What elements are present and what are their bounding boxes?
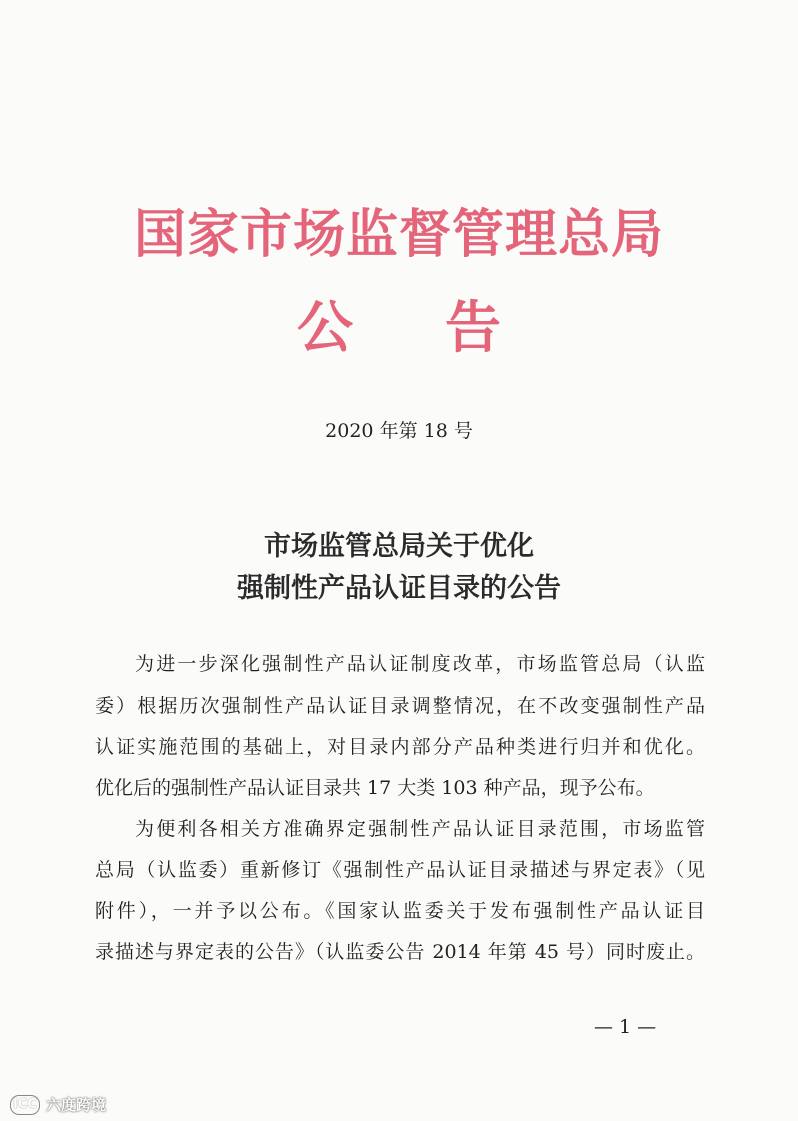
page-number: — 1 — xyxy=(594,1016,657,1038)
watermark-logo-icon: ICC xyxy=(10,1095,40,1115)
body-line: 为便利各相关方准确界定强制性产品认证目录范围，市场监管 xyxy=(135,818,705,840)
watermark-text: 六度跨境 xyxy=(46,1096,107,1114)
document-number: 2020 年第 18 号 xyxy=(325,420,473,442)
body-line: 优化后的强制性产品认证目录共 17 大类 103 种产品，现予公布。 xyxy=(95,777,655,799)
document-title-line-2: 强制性产品认证目录的公告 xyxy=(237,573,561,604)
watermark xyxy=(10,1094,106,1115)
agency-header: 国家市场监督管理总局 xyxy=(133,204,664,265)
body-line: 为进一步深化强制性产品认证制度改革，市场监管总局（认监 xyxy=(135,653,705,675)
document-title-line-1: 市场监管总局关于优化 xyxy=(264,531,534,562)
body-line: 委）根据历次强制性产品认证目录调整情况，在不改变强制性产品 xyxy=(95,695,705,717)
body-line: 附件），一并予以公布。《国家认监委关于发布强制性产品认证目 xyxy=(95,900,705,922)
notice-heading xyxy=(297,284,501,364)
body-line: 录描述与界定表的公告》（认监委公告 2014 年第 45 号）同时废止。 xyxy=(95,941,705,963)
notice-heading-char-1: 公 xyxy=(297,295,353,361)
body-line: 总局（认监委）重新修订《强制性产品认证目录描述与界定表》（见 xyxy=(95,859,705,881)
body-line: 认证实施范围的基础上，对目录内部分产品种类进行归并和优化。 xyxy=(95,736,705,758)
notice-heading-char-2: 告 xyxy=(445,295,501,361)
